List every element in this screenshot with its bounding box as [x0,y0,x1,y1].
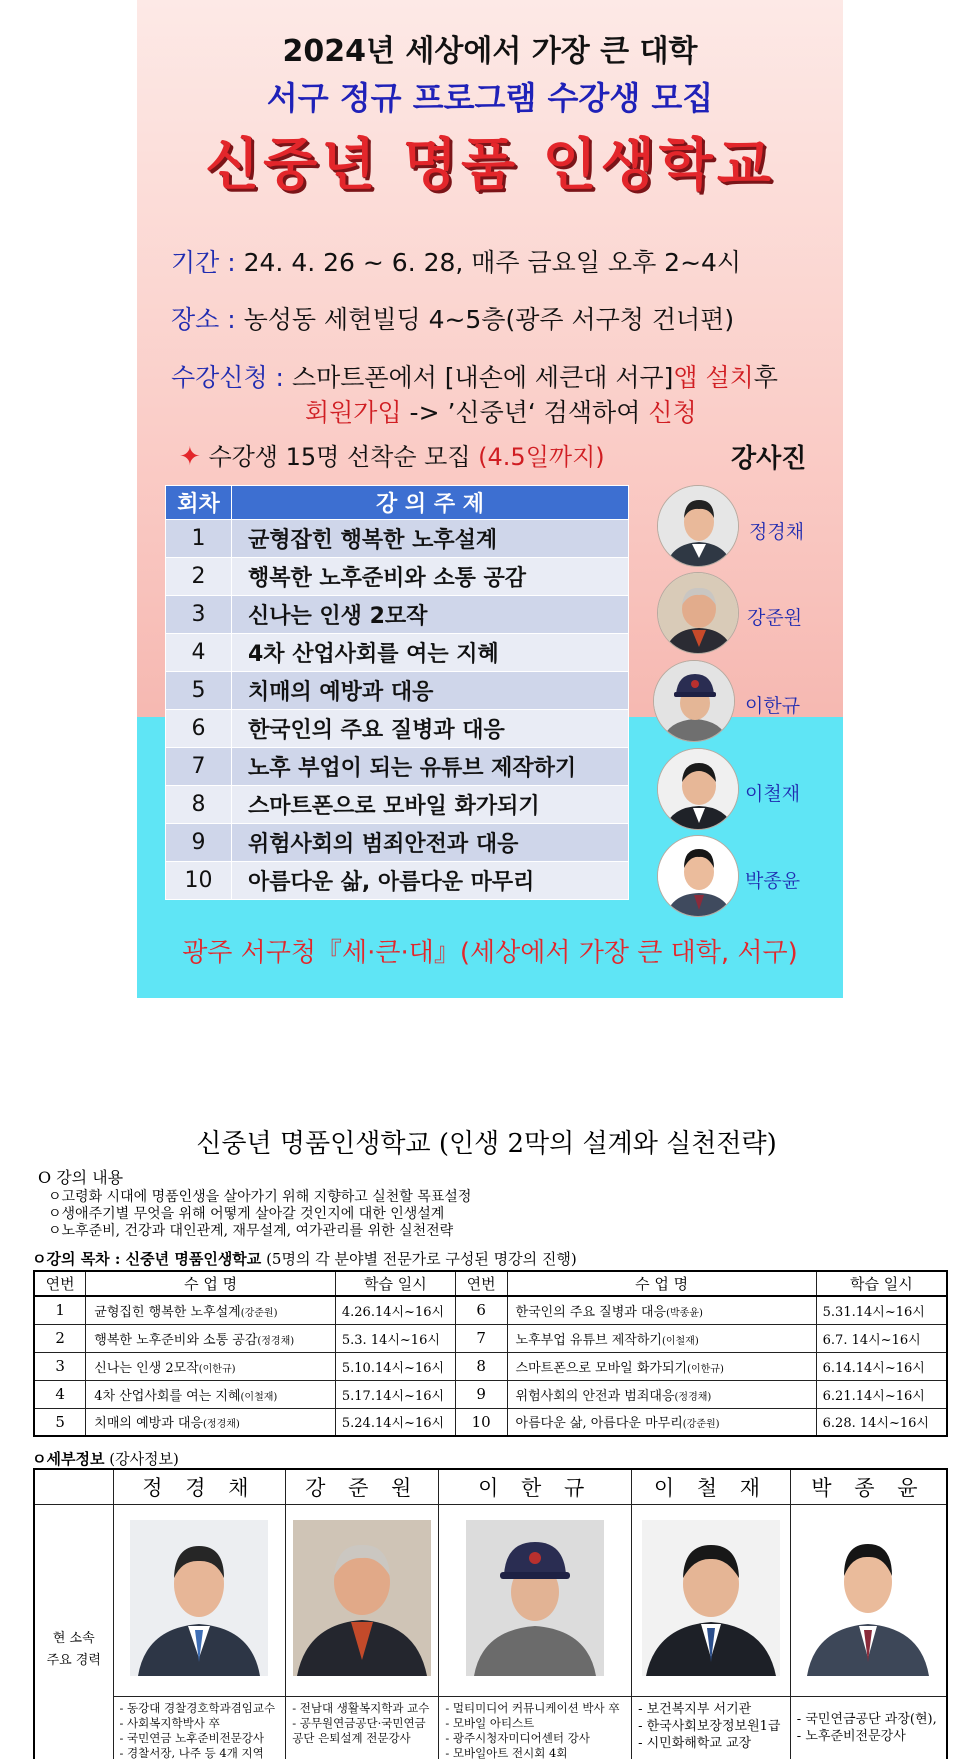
detail-row-label-2: 주요 경력 [46,1652,101,1668]
toc-heading-rest: (5명의 각 분야별 전문가로 구성된 명강의 진행) [261,1250,577,1268]
table-row [166,634,629,672]
apply-label: 수강신청 : [171,363,284,392]
schedule-title-text: 위험사회의 안전과 범죄대응 [515,1388,675,1404]
poster-main-title: 신중년 명품 인생학교 [205,133,775,198]
lecture-no: 1 [166,520,232,558]
career-line: - 모바일아트 전시회 4회 [445,1745,568,1759]
schedule-instructor: (이철재) [661,1335,699,1347]
period-value: 24. 4. 26 ~ 6. 28, 매주 금요일 오후 2~4시 [243,248,742,277]
schedule-title [86,1408,336,1436]
lecture-no: 9 [166,824,232,862]
lecture-no: 5 [166,672,232,710]
instructor-photo-2 [657,572,739,654]
lecture-title: 균형잡힌 행복한 노후설계 [232,520,629,558]
toc-heading-bold: ㅇ강의 목차 : 신중년 명품인생학교 [32,1250,262,1268]
schedule-no: 7 [455,1324,507,1352]
apply-value-2: -> ’신중년‘ 검색하여 [401,398,649,427]
schedule-no: 8 [455,1352,507,1380]
schedule-date: 6.28. 14시~16시 [816,1408,947,1436]
place-value: 농성동 세현빌딩 4~5층(광주 서구청 건너편) [243,305,735,334]
lecture-no: 3 [166,596,232,634]
content-bullet: ㅇ생애주기별 무엇을 위해 어떻게 살아갈 것인지에 대한 인생설계 [48,1206,445,1222]
schedule-no: 6 [455,1296,507,1324]
apply-value-2-red1: 회원가입 [305,398,402,427]
person-icon [658,836,739,917]
period-label: 기간 : [171,248,236,277]
instructors-title: 강사진 [731,444,807,474]
schedule-title [507,1296,816,1324]
schedule-header: 수 업 명 [507,1271,816,1296]
schedule-header: 연번 [455,1271,507,1296]
schedule-no: 4 [34,1380,86,1408]
person-icon [642,1520,780,1676]
table-row [166,862,629,900]
schedule-no: 10 [455,1408,507,1436]
person-icon [466,1520,604,1676]
recruit-text: 수강생 15명 선착순 모집 [208,443,471,471]
detail-heading-bold: ㅇ세부정보 [32,1450,105,1468]
table-row [166,558,629,596]
career-cell [439,1696,632,1759]
apply-value-2-red2: 신청 [648,398,697,427]
table-row [166,520,629,558]
detail-name: 강 준 원 [286,1469,439,1504]
person-icon [799,1520,937,1676]
table-row [166,824,629,862]
lecture-no: 2 [166,558,232,596]
instructor-photo-5 [657,835,739,917]
schedule-title [507,1324,816,1352]
detail-photo-cell [113,1504,286,1696]
recruit-deadline: (4.5일까지) [478,443,605,471]
instructor-detail-table [33,1468,948,1759]
poster-program-title: 서구 정규 프로그램 수강생 모집 [266,79,714,117]
poster-subtitle: 2024년 세상에서 가장 큰 대학 [282,34,698,69]
schedule-instructor: (이한규) [687,1363,724,1375]
table-header-no: 회차 [166,486,232,520]
table-row [34,1296,947,1324]
schedule-no: 2 [34,1324,86,1352]
instructor-name-3: 이한규 [745,695,801,717]
schedule-date: 4.26.14시~16시 [335,1296,455,1324]
document-title: 신중년 명품인생학교 (인생 2막의 설계와 실천전략) [196,1129,777,1159]
content-bullet: ㅇ고령화 시대에 명품인생을 살아가기 위해 지향하고 실천할 목표설정 [48,1189,472,1205]
schedule-date: 5.3. 14시~16시 [335,1324,455,1352]
schedule-title-text: 균형집힌 행복한 노후설계 [94,1304,241,1320]
schedule-header: 학습 일시 [816,1271,947,1296]
career-cell [790,1696,947,1759]
schedule-no: 9 [455,1380,507,1408]
schedule-no: 5 [34,1408,86,1436]
schedule-date: 6.14.14시~16시 [816,1352,947,1380]
career-line: - 동강대 경찰경호학과겸임교수 [119,1700,276,1715]
schedule-header: 연번 [34,1271,86,1296]
place-info [171,300,734,336]
schedule-title [86,1352,336,1380]
instructor-name-5: 박종윤 [745,870,801,892]
lecture-title: 위험사회의 범죄안전과 대응 [232,824,629,862]
career-line: - 한국사회보장정보원1급 [638,1718,781,1734]
schedule-title-text: 한국인의 주요 질병과 대응 [515,1304,667,1320]
apply-info [171,358,778,394]
content-heading: O 강의 내용 [38,1168,124,1187]
schedule-title [507,1352,816,1380]
place-label: 장소 : [171,305,236,334]
schedule-date: 6.7. 14시~16시 [816,1324,947,1352]
lecture-title: 행복한 노후준비와 소통 공감 [232,558,629,596]
detail-photo-cell [632,1504,791,1696]
table-row [34,1324,947,1352]
lecture-title: 4차 산업사회를 여는 지혜 [232,634,629,672]
schedule-title-text: 행복한 노후준비와 소통 공감 [94,1332,258,1348]
instructor-portrait-1 [130,1520,268,1676]
instructor-portrait-2 [293,1520,431,1676]
schedule-header: 학습 일시 [335,1271,455,1296]
lecture-title: 신나는 인생 2모작 [232,596,629,634]
schedule-date: 6.21.14시~16시 [816,1380,947,1408]
schedule-date: 5.31.14시~16시 [816,1296,947,1324]
instructor-portrait-3 [466,1520,604,1676]
schedule-instructor: (이한규) [198,1363,236,1375]
table-row [34,1408,947,1436]
schedule-instructor: (박종윤) [666,1307,703,1319]
schedule-title-text: 아름다운 삶, 아름다운 마무리 [515,1416,683,1432]
career-line: - 노후준비전문강사 [796,1728,906,1744]
schedule-instructor: (정경채) [203,1419,240,1431]
career-line: - 공무원연금공단·국민연금 [292,1715,426,1730]
schedule-no: 1 [34,1296,86,1324]
schedule-header: 수 업 명 [86,1271,336,1296]
table-row [166,710,629,748]
schedule-title [86,1380,336,1408]
schedule-instructor: (이철재) [240,1391,278,1403]
career-line: - 국민연금 노후준비전문강사 [119,1730,265,1745]
lecture-no: 10 [166,862,232,900]
apply-value-1-end: 후 [753,363,778,392]
person-icon [658,486,739,567]
career-cell [632,1696,791,1759]
career-line: - 보건복지부 서기관 [638,1701,752,1717]
table-row [34,1352,947,1380]
career-line: - 국민연금공단 과장(현), [796,1711,937,1727]
career-line: - 시민화해학교 교장 [638,1735,752,1751]
lecture-no: 4 [166,634,232,672]
instructor-photo-1 [657,485,739,567]
schedule-title [507,1380,816,1408]
recruit-info [179,437,605,472]
career-cell [113,1696,286,1759]
apply-info-2 [305,393,697,429]
period-info [171,243,741,279]
instructor-photo-4 [657,748,739,830]
person-icon [293,1520,431,1676]
detail-name: 정 경 채 [113,1469,286,1504]
person-icon [654,661,735,742]
schedule-title-text: 노후부업 유튜브 제작하기 [515,1332,662,1348]
detail-heading [32,1448,179,1469]
detail-corner [34,1469,113,1504]
poster-footer: 광주 서구청『세·큰·대』(세상에서 가장 큰 대학, 서구) [182,938,798,968]
table-row [166,672,629,710]
instructor-name-1: 정경채 [749,521,805,543]
person-icon [658,749,739,830]
schedule-instructor: (강준원) [682,1419,720,1431]
content-bullet: ㅇ노후준비, 건강과 대인관계, 재무설계, 여가관리를 위한 실천전략 [48,1223,454,1239]
instructor-portrait-5 [799,1520,937,1676]
table-row [166,748,629,786]
person-icon [658,573,739,654]
lecture-title: 한국인의 주요 질병과 대응 [232,710,629,748]
instructor-name-2: 강준원 [747,607,803,629]
detail-photo-cell [286,1504,439,1696]
schedule-title-text: 4차 산업사회를 여는 지혜 [94,1388,241,1404]
table-row [166,786,629,824]
lecture-title: 스마트폰으로 모바일 화가되기 [232,786,629,824]
lecture-title: 노후 부업이 되는 유튜브 제작하기 [232,748,629,786]
table-row [166,596,629,634]
detail-name: 박 종 윤 [790,1469,947,1504]
schedule-no: 3 [34,1352,86,1380]
lecture-topic-table [165,485,629,900]
schedule-date: 5.10.14시~16시 [335,1352,455,1380]
schedule-date: 5.24.14시~16시 [335,1408,455,1436]
detail-name: 이 철 재 [632,1469,791,1504]
lecture-no: 8 [166,786,232,824]
lecture-title: 치매의 예방과 대응 [232,672,629,710]
detail-photo-cell [790,1504,947,1696]
career-line: - 멀티미디어 커뮤니케이션 박사 卒 [445,1700,620,1715]
detail-heading-rest: (강사정보) [104,1450,179,1468]
schedule-title-text: 신나는 인생 2모작 [94,1360,199,1376]
schedule-instructor: (정경채) [257,1335,295,1347]
career-line: - 광주시청자미디어센터 강사 [445,1730,590,1745]
schedule-date: 5.17.14시~16시 [335,1380,455,1408]
schedule-title-text: 스마트폰으로 모바일 화가되기 [515,1360,688,1376]
recruitment-poster [137,0,843,998]
table-row [34,1380,947,1408]
apply-value-1: 스마트폰에서 [내손에 세큰대 서구] [291,363,674,392]
detail-row-label-1: 현 소속 [52,1630,95,1646]
schedule-title-text: 치매의 예방과 대응 [94,1416,204,1432]
lecture-no: 7 [166,748,232,786]
schedule-instructor: (정경채) [674,1391,712,1403]
apply-value-1-red: 앱 설치 [673,363,754,392]
career-line: 공단 은퇴설계 전문강사 [292,1730,411,1745]
detail-name: 이 한 규 [439,1469,632,1504]
detail-row-label [34,1504,113,1759]
instructor-portrait-4 [642,1520,780,1676]
star-icon: ✦ [179,442,201,472]
lecture-title: 아름다운 삶, 아름다운 마무리 [232,862,629,900]
detail-photo-cell [439,1504,632,1696]
toc-heading [32,1248,577,1269]
career-line: - 모바일 아티스트 [445,1715,535,1730]
career-line: - 사회복지학박사 卒 [119,1715,220,1730]
person-icon [130,1520,268,1676]
lecture-no: 6 [166,710,232,748]
table-header-topic: 강 의 주 제 [232,486,629,520]
schedule-title [86,1296,336,1324]
career-line: - 전남대 생활복지학과 교수 [292,1700,430,1715]
instructor-photo-3 [653,660,735,742]
schedule-title [507,1408,816,1436]
schedule-table [33,1270,948,1437]
career-cell [286,1696,439,1759]
career-line: - 경찰서장, 나주 등 4개 지역 [119,1745,264,1759]
schedule-title [86,1324,336,1352]
instructor-name-4: 이철재 [745,783,801,805]
schedule-instructor: (강준원) [240,1307,278,1319]
